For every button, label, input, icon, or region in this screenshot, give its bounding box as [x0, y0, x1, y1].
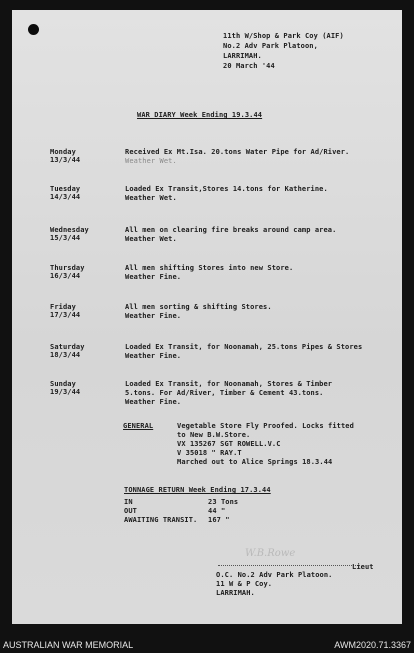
entry-text: All men sorting & shifting Stores.: [125, 303, 272, 311]
entry-date: 14/3/44: [50, 193, 81, 201]
signature-line-text: 11 W & P Coy.: [216, 580, 273, 588]
entry-text: All men shifting Stores into new Store.: [125, 264, 294, 272]
entry-text: All men on clearing fire breaks around camp area.: [125, 226, 337, 234]
entry-text: Received Ex Mt.Isa. 20.tons Water Pipe for Ad/River.: [125, 148, 350, 156]
tonnage-label: OUT: [124, 507, 137, 515]
tonnage-value: 167 ": [208, 516, 230, 524]
general-line: Marched out to Alice Springs 18.3.44: [177, 458, 333, 466]
header-platoon: No.2 Adv Park Platoon,: [223, 42, 318, 50]
entry-date: 19/3/44: [50, 388, 81, 396]
entry-weather: Weather Wet.: [125, 194, 177, 202]
footer-bar: [0, 636, 414, 653]
entry-weather: Weather Fine.: [125, 312, 182, 320]
signature-line-text: O.C. No.2 Adv Park Platoon.: [216, 571, 333, 579]
entry-text: Loaded Ex Transit,Stores 14.tons for Katherine.: [125, 185, 328, 193]
header-place: LARRIMAH.: [223, 52, 262, 60]
entry-day: Monday: [50, 148, 76, 156]
tonnage-title: TONNAGE RETURN Week Ending 17.3.44: [124, 486, 271, 494]
entry-date: 17/3/44: [50, 311, 81, 319]
entry-text: 5.tons. For Ad/River, Timber & Cement 43.tons.: [125, 389, 324, 397]
signature-rank: Lieut: [352, 563, 374, 571]
footer-accession: AWM2020.71.3367: [334, 640, 411, 650]
general-line: to New B.W.Store.: [177, 431, 251, 439]
general-line: Vegetable Store Fly Proofed. Locks fitted: [177, 422, 354, 430]
entry-day: Tuesday: [50, 185, 81, 193]
entry-weather: Weather Fine.: [125, 398, 182, 406]
signature-line: [218, 565, 360, 566]
entry-weather: Weather Wet.: [125, 235, 177, 243]
entry-weather: Weather Fine.: [125, 352, 182, 360]
entry-weather: Weather Wet.: [125, 157, 177, 165]
tonnage-value: 44 ": [208, 507, 226, 515]
header-date: 20 March '44: [223, 62, 275, 70]
general-line: VX 135267 SGT ROWELL.V.C: [177, 440, 281, 448]
entry-date: 13/3/44: [50, 156, 81, 164]
entry-day: Saturday: [50, 343, 85, 351]
diary-page: [12, 10, 402, 624]
signature: W.B.Rowe: [245, 548, 296, 559]
entry-date: 18/3/44: [50, 351, 81, 359]
entry-date: 15/3/44: [50, 234, 81, 242]
entry-day: Wednesday: [50, 226, 89, 234]
entry-day: Sunday: [50, 380, 76, 388]
tonnage-label: AWAITING TRANSIT.: [124, 516, 198, 524]
header-unit: 11th W/Shop & Park Coy (AIF): [223, 32, 344, 40]
entry-text: Loaded Ex Transit, for Noonamah, Stores & Timber: [125, 380, 333, 388]
entry-text: Loaded Ex Transit, for Noonamah, 25.tons Pipes & Stores: [125, 343, 363, 351]
tonnage-label: IN: [124, 498, 133, 506]
entry-date: 16/3/44: [50, 272, 81, 280]
diary-title: WAR DIARY Week Ending 19.3.44: [137, 111, 263, 119]
punch-hole: [28, 24, 39, 35]
entry-day: Friday: [50, 303, 76, 311]
signature-line-text: LARRIMAH.: [216, 589, 255, 597]
tonnage-value: 23 Tons: [208, 498, 239, 506]
footer-source: AUSTRALIAN WAR MEMORIAL: [3, 640, 134, 650]
entry-weather: Weather Fine.: [125, 273, 182, 281]
general-label: GENERAL: [123, 422, 154, 430]
entry-day: Thursday: [50, 264, 85, 272]
general-line: V 35018 " RAY.T: [177, 449, 242, 457]
